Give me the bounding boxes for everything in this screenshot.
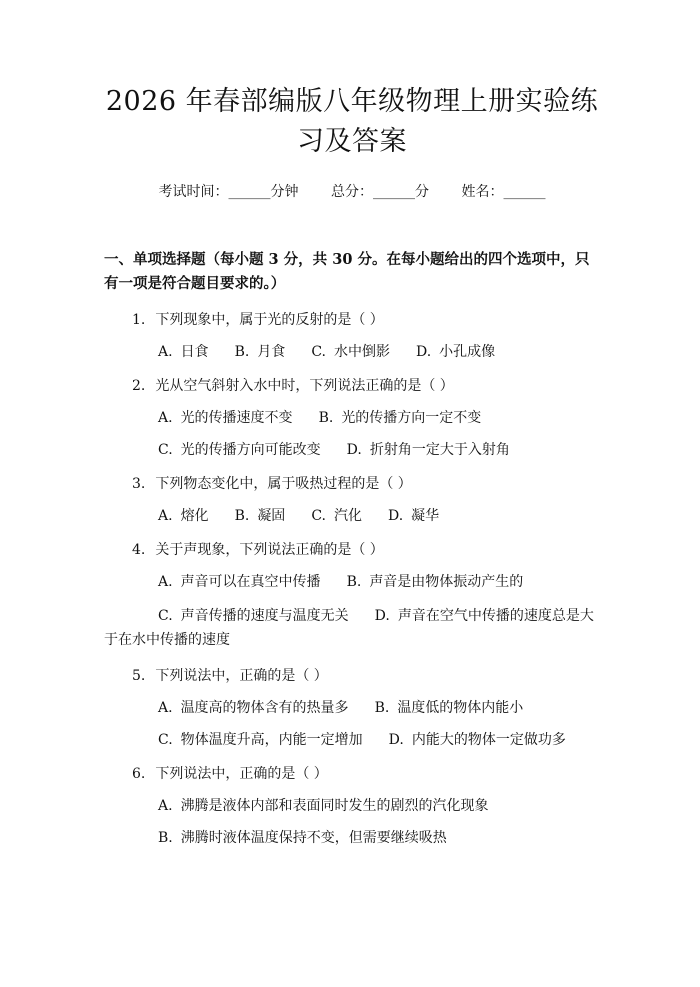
section-title: 一、单项选择题（每小题 3 分，共 30 分。在每小题给出的四个选项中，只有一项是符合题目要求的。）: [104, 251, 590, 292]
option-d: [347, 440, 510, 460]
option-key: C.: [311, 344, 326, 360]
option-key: A.: [158, 798, 173, 814]
option-b: [158, 828, 447, 848]
option-key: A.: [158, 508, 173, 524]
question-number: 2.: [132, 378, 146, 394]
option-key: B.: [158, 830, 173, 846]
option-key: B.: [234, 508, 250, 524]
option-text: 声音可以在真空中传播: [180, 574, 321, 590]
option-text: 凝固: [257, 508, 286, 524]
question-list: [104, 310, 600, 848]
option-key: D.: [346, 442, 362, 458]
option-row: [104, 698, 600, 718]
option-row: [104, 730, 600, 750]
option-text: 沸腾时液体温度保持不变，但需要继续吸热: [180, 830, 447, 846]
option-key: B.: [318, 410, 334, 426]
question-number: 4.: [132, 542, 146, 558]
question-6: [104, 764, 600, 784]
question-number: 1.: [132, 312, 146, 328]
option-text: 光的传播速度不变: [180, 410, 293, 426]
option-key: C.: [158, 732, 173, 748]
option-c: [158, 440, 321, 460]
option-text: 物体温度升高，内能一定增加: [180, 732, 363, 748]
option-a: [158, 342, 209, 362]
option-b: [235, 342, 286, 362]
option-row: [104, 796, 600, 816]
option-key: D.: [388, 732, 404, 748]
option-key: D.: [387, 508, 404, 524]
option-text: 声音传播的速度与温度无关: [180, 608, 349, 624]
option-c: [158, 608, 349, 624]
question-text: 关于声现象，下列说法正确的是（ ）: [155, 542, 384, 558]
option-text: 光的传播方向一定不变: [341, 410, 482, 426]
option-key: A.: [158, 700, 173, 716]
option-text: 光的传播方向可能改变: [180, 442, 321, 458]
option-text: 声音是由物体振动产生的: [369, 574, 524, 590]
option-text: 日食: [180, 344, 209, 360]
question-1: [104, 310, 600, 330]
exam-time: 考试时间：______分钟: [158, 184, 299, 200]
option-d: [388, 506, 439, 526]
question-number: 6.: [132, 766, 146, 782]
option-text: 温度高的物体含有的热量多: [180, 700, 349, 716]
option-key: C.: [311, 508, 326, 524]
question-text: 下列说法中，正确的是（ ）: [155, 668, 328, 684]
option-b: [347, 572, 524, 592]
option-key: A.: [158, 410, 173, 426]
question-3: [104, 474, 600, 494]
option-row: [104, 572, 600, 592]
option-text: 温度低的物体内能小: [397, 700, 524, 716]
option-a: [158, 572, 321, 592]
option-text: 声音在空气中传播的速度总是大于在水中传播的速度: [104, 608, 594, 648]
option-row: [104, 342, 600, 362]
option-key: A.: [158, 344, 173, 360]
option-key: C.: [158, 608, 173, 624]
option-a: [158, 408, 293, 428]
option-text: 汽化: [333, 508, 362, 524]
option-key: C.: [158, 442, 173, 458]
option-row: [104, 506, 600, 526]
option-text: 水中倒影: [333, 344, 390, 360]
document-title: 2026 年春部编版八年级物理上册实验练习及答案: [105, 86, 599, 157]
option-key: B.: [374, 700, 390, 716]
option-d: [416, 342, 495, 362]
question-text: 光从空气斜射入水中时，下列说法正确的是（ ）: [155, 378, 454, 394]
option-a: [158, 796, 489, 816]
question-number: 5.: [132, 668, 146, 684]
option-b: [235, 506, 286, 526]
option-key: D.: [415, 344, 432, 360]
option-text: 小孔成像: [439, 344, 496, 360]
option-c: [158, 730, 363, 750]
option-row: [104, 440, 600, 460]
option-text: 月食: [257, 344, 286, 360]
option-row: [104, 604, 600, 652]
option-b: [375, 698, 524, 718]
option-text: 折射角一定大于入射角: [369, 442, 510, 458]
option-key: A.: [158, 574, 173, 590]
question-2: [104, 376, 600, 396]
option-a: [158, 698, 349, 718]
question-text: 下列物态变化中，属于吸热过程的是（ ）: [155, 476, 412, 492]
option-c: [311, 506, 362, 526]
option-row: [104, 408, 600, 428]
question-5: [104, 666, 600, 686]
option-text: 沸腾是液体内部和表面同时发生的剧烈的汽化现象: [180, 798, 489, 814]
question-4: [104, 540, 600, 560]
option-key: B.: [346, 574, 362, 590]
question-text: 下列现象中，属于光的反射的是（ ）: [155, 312, 384, 328]
question-number: 3.: [132, 476, 146, 492]
option-text: 内能大的物体一定做功多: [411, 732, 566, 748]
option-key: B.: [234, 344, 250, 360]
option-d: [389, 730, 566, 750]
exam-info: [104, 182, 600, 202]
option-key: D.: [374, 608, 390, 624]
option-c: [311, 342, 390, 362]
option-text: 熔化: [180, 508, 209, 524]
student-name: 姓名：______: [461, 184, 546, 200]
total-score: 总分：______分: [331, 184, 429, 200]
option-row: [104, 828, 600, 848]
option-b: [319, 408, 482, 428]
question-text: 下列说法中，正确的是（ ）: [155, 766, 328, 782]
document-page: [0, 82, 700, 987]
option-a: [158, 506, 209, 526]
option-text: 凝华: [411, 508, 440, 524]
